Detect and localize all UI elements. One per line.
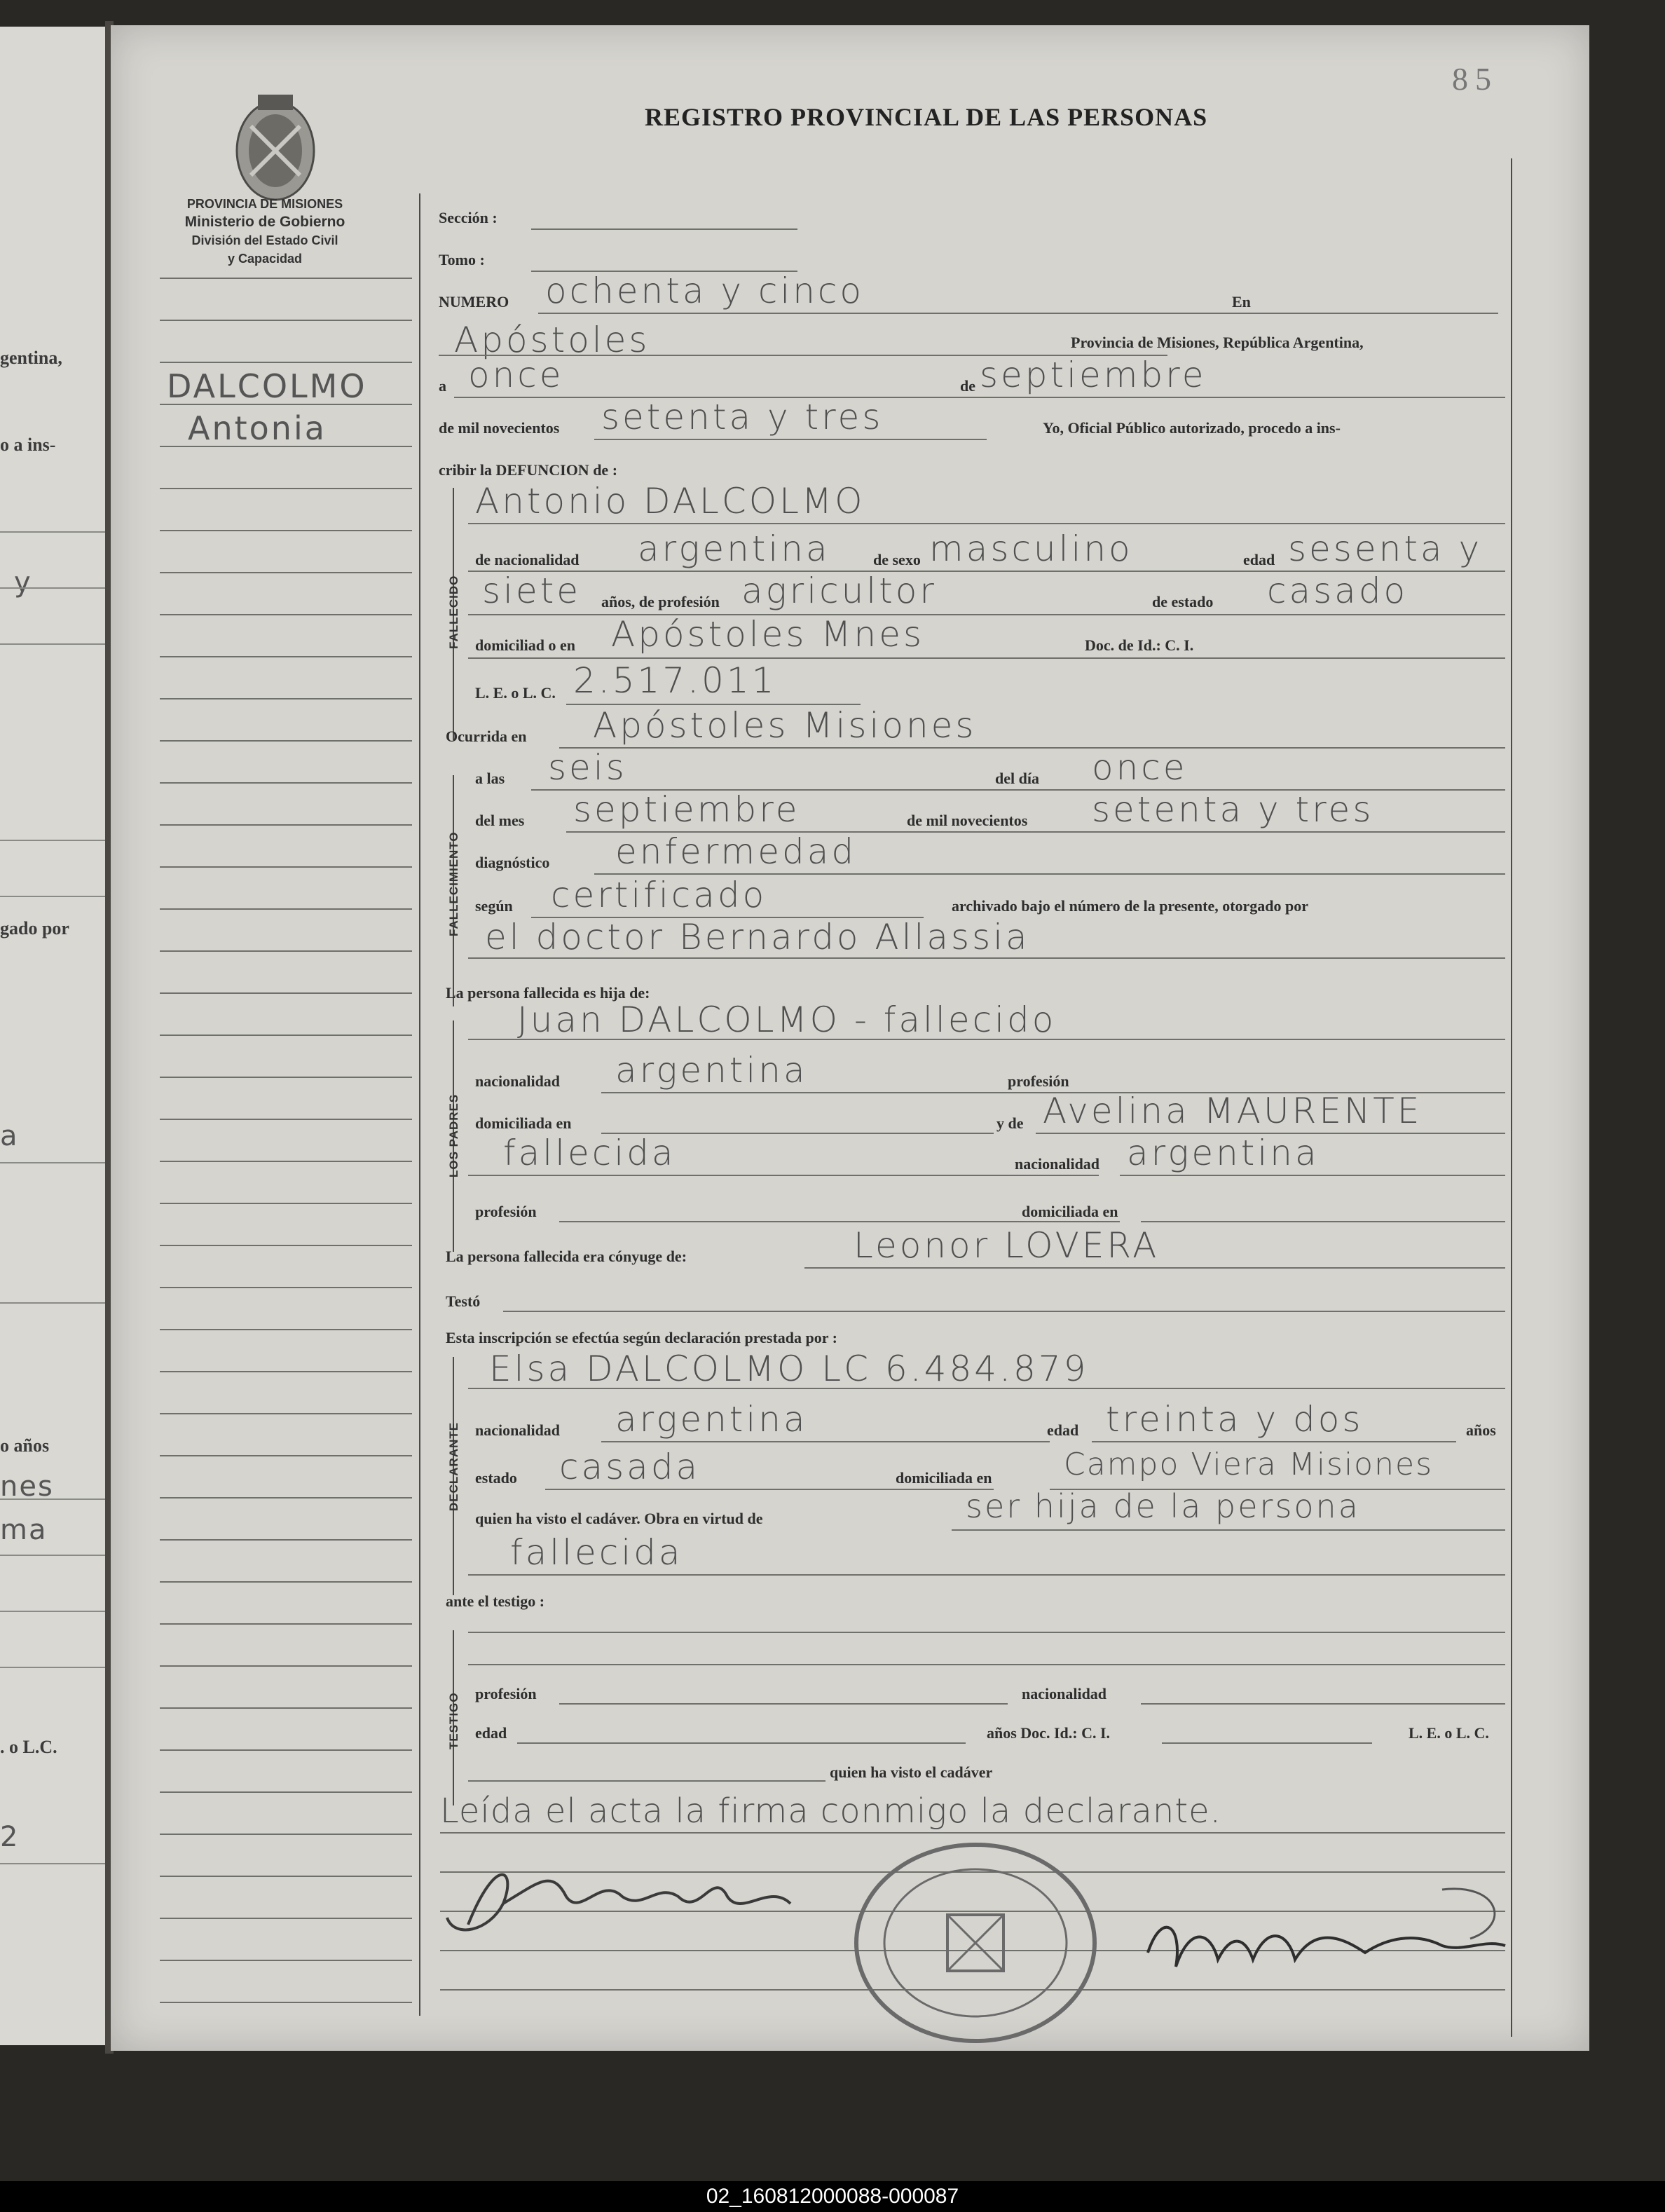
image-id-text: 02_160812000088-000087 [706,2185,959,2208]
entry-dia: once [468,355,564,395]
section-los-padres: LOS PADRES [447,1093,460,1177]
label-domiciliada-padre: domiciliada en [475,1114,572,1132]
label-en: En [1232,293,1251,310]
label-domiciliado: domiciliad o en [475,636,576,654]
label-de-mil-2: de mil novecientos [907,812,1028,829]
label-domiciliada-madre: domiciliada en [1022,1203,1118,1220]
label-sexo: de sexo [873,551,921,568]
entry-edad-2: siete [482,571,582,611]
entry-sexo: masculino [929,528,1133,569]
entry-cierre: Leída el acta la firma conmigo la declarante. [440,1791,1221,1831]
label-testigo-nacionalidad: nacionalidad [1022,1685,1107,1702]
label-yo-oficial: Yo, Oficial Público autorizado, procedo a ins- [1043,419,1341,437]
entry-decl-nacionalidad: argentina [615,1399,808,1440]
label-le-lc: L. E. o L. C. [475,684,556,702]
entry-profesion: agricultor [741,571,937,611]
label-seccion: Sección : [439,209,498,226]
label-nacionalidad-madre: nacionalidad [1015,1155,1100,1173]
label-testo: Testó [446,1292,481,1310]
entry-segun: certificado [551,875,767,915]
entry-decl-estado: casada [559,1447,701,1487]
label-domiciliada-declarante: domiciliada en [896,1469,992,1487]
label-del-mes: del mes [475,812,525,829]
label-testigo-le-lc: L. E. o L. C. [1409,1724,1489,1742]
entry-edad-1: sesenta y [1288,528,1483,569]
entry-le-lc: 2.517.011 [573,660,777,701]
label-profesion-padre: profesión [1008,1072,1069,1090]
label-archivado: archivado bajo el número de la presente, otorgado por [952,897,1309,915]
label-ocurrida: Ocurrida en [446,728,527,745]
page-number: 85 [1452,61,1498,97]
margin-given-name: Antonia [188,409,327,447]
label-a-las: a las [475,770,505,787]
section-testigo: TESTIGO [447,1692,460,1749]
entry-nacionalidad: argentina [638,528,830,569]
authority-ministry: Ministerio de Gobierno [184,214,345,230]
right-rule [1511,158,1512,2037]
label-a: a [439,377,446,395]
official-signature [1134,1883,1526,2023]
section-fallecido: FALLECIDO [447,575,460,649]
fragment-text: gado por [0,918,69,938]
label-quien-ha-visto: quien ha visto el cadáver. Obra en virtud de [475,1510,763,1527]
coat-of-arms-emblem [230,84,321,210]
section-declarante: DECLARANTE [447,1421,460,1511]
label-nacionalidad-padre: nacionalidad [475,1072,561,1090]
label-numero: NUMERO [439,293,509,310]
image-id-bar [0,2181,1665,2212]
label-y-de: y de [996,1114,1024,1132]
entry-decl-vinculo: ser hija de la persona [966,1487,1360,1525]
entry-nombre: Antonio DALCOLMO [475,481,865,521]
label-testigo-edad: edad [475,1724,507,1742]
entry-del-anio: setenta y tres [1092,789,1374,830]
label-anos-profesion: años, de profesión [601,593,720,610]
entry-ocurrida: Apóstoles Misiones [593,705,977,746]
label-de: de [960,377,975,395]
fragment-text: gentina, [0,348,62,368]
label-profesion-madre: profesión [475,1203,537,1220]
authority-capacity: y Capacidad [227,252,303,266]
entry-decl-edad: treinta y dos [1106,1399,1364,1440]
label-del-dia: del día [995,770,1039,787]
label-edad: edad [1243,551,1275,568]
entry-mes: septiembre [980,355,1207,395]
entry-otorgado: el doctor Bernardo Allassia [485,917,1030,957]
section-fallecimiento: FALLECIMIENTO [447,831,460,936]
entry-domicilio: Apóstoles Mnes [611,614,925,655]
fragment-text: o años [0,1435,50,1456]
label-diagnostico: diagnóstico [475,854,550,871]
entry-madre-estado: fallecida [503,1133,676,1173]
label-nacionalidad-declarante: nacionalidad [475,1421,561,1439]
entry-hora: seis [548,747,627,788]
entry-decl-domicilio: Campo Viera Misiones [1064,1447,1433,1482]
label-tomo: Tomo : [439,251,485,268]
label-testigo-anos-doc: años Doc. Id.: C. I. [987,1724,1111,1742]
entry-madre: Avelina MAURENTE [1043,1091,1423,1131]
previous-page-edge [0,27,109,2045]
entry-conyuge: Leonor LOVERA [854,1225,1160,1266]
fragment-text: . o L.C. [0,1737,57,1757]
entry-del-dia: once [1092,747,1188,788]
fragment-handwriting: y [14,566,32,599]
official-stamp [849,1838,1102,2048]
entry-numero: ochenta y cinco [545,271,864,311]
label-estado: de estado [1152,593,1214,610]
entry-padre-nacionalidad: argentina [615,1050,808,1091]
entry-diagnostico: enfermedad [615,831,857,872]
fragment-handwriting: 2 [0,1821,20,1853]
entry-anio: setenta y tres [601,397,884,437]
issuing-authority [139,195,391,268]
entry-estado: casado [1267,571,1409,611]
authority-province: PROVINCIA DE MISIONES [186,197,343,211]
label-doc-id: Doc. de Id.: C. I. [1085,636,1194,654]
entry-decl-vinculo-2: fallecida [510,1532,683,1573]
label-edad-declarante: edad [1047,1421,1079,1439]
fragment-handwriting: ma [0,1514,48,1546]
entry-padre: Juan DALCOLMO - fallecido [517,999,1057,1040]
label-de-mil: de mil novecientos [439,419,560,437]
declarant-signature [440,1841,818,1946]
entry-declarante: Elsa DALCOLMO LC 6.484.879 [489,1349,1089,1389]
entry-localidad: Apóstoles [454,320,650,360]
label-conyuge: La persona fallecida era cónyuge de: [446,1248,687,1265]
label-anos-declarante: años [1466,1421,1496,1439]
entry-madre-nacionalidad: argentina [1127,1133,1320,1173]
label-nacionalidad: de nacionalidad [475,551,580,568]
label-segun: según [475,897,513,915]
label-cribir: cribir la DEFUNCION de : [439,461,618,479]
register-page [111,25,1589,2051]
label-estado-declarante: estado [475,1469,517,1487]
fragment-handwriting: a [0,1120,19,1152]
label-ante-testigo: ante el testigo : [446,1592,545,1610]
label-testigo-quien: quien ha visto el cadáver [830,1763,993,1781]
fragment-handwriting: nes [0,1470,54,1503]
authority-division: División del Estado Civil [191,233,338,247]
fragment-text: o a ins- [0,435,56,455]
label-declaracion: Esta inscripción se efectúa según declaración prestada por : [446,1329,837,1346]
label-hija-de: La persona fallecida es hija de: [446,984,650,1002]
margin-rule [419,193,420,2016]
label-testigo-profesion: profesión [475,1685,537,1702]
margin-surname: DALCOLMO [167,367,367,405]
page-title: REGISTRO PROVINCIAL DE LAS PERSONAS [645,103,1208,131]
entry-del-mes: septiembre [573,789,800,830]
label-provincia: Provincia de Misiones, República Argentina, [1071,334,1364,351]
